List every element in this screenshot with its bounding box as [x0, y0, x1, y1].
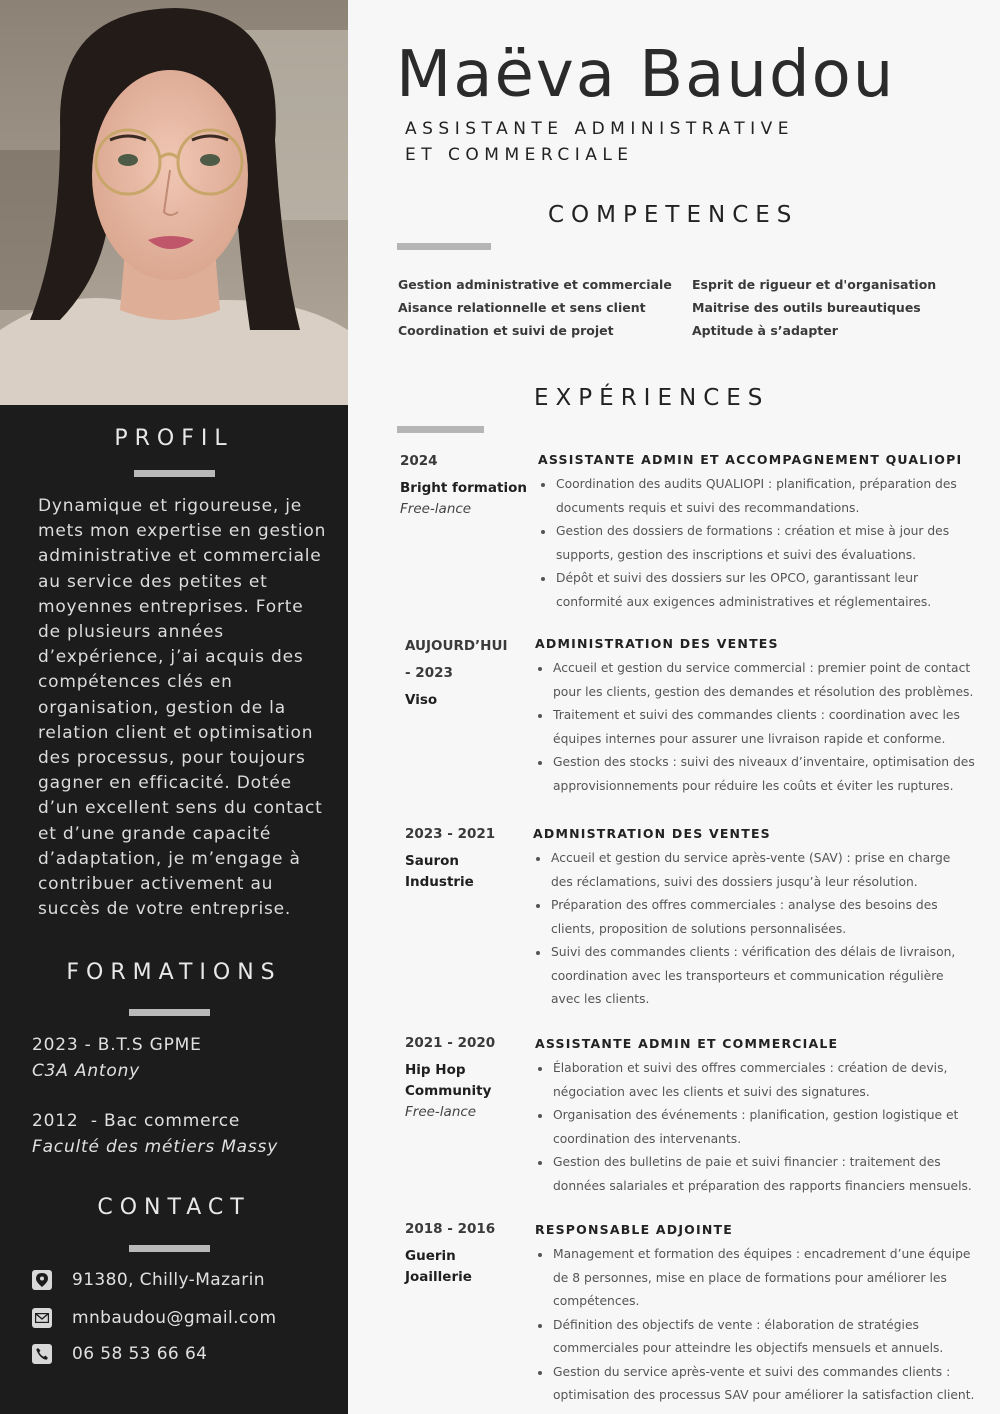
phone-icon [32, 1344, 52, 1364]
job-title [405, 116, 885, 168]
sidebar [0, 0, 348, 1414]
experience-meta [405, 633, 507, 714]
contact-divider [129, 1245, 210, 1252]
bullet-item: • Management et formation des équipes : encadrement d’une équipe de 8 personnes, mise en place de formations pour améliorer les compétences. [552, 1243, 975, 1314]
skill-item: Gestion administrative et commerciale [398, 277, 672, 292]
experience-date: 2018 - 2016 [405, 1221, 496, 1237]
email-link[interactable]: mnbaudou@gmail.com [72, 1308, 277, 1328]
bullet-item: • Élaboration et suivi des offres commerciales : création de devis, négociation avec les clients et suivi des signatures. [552, 1057, 975, 1104]
experience-title: ASSISTANTE ADMIN ET COMMERCIALE [535, 1036, 839, 1051]
profile-photo [0, 0, 348, 405]
formations-divider [129, 1009, 210, 1016]
mail-icon [32, 1308, 52, 1328]
experience-company: Viso [405, 692, 438, 708]
job-title-line: ASSISTANTE ADMINISTRATIVE [405, 119, 794, 139]
formation-degree: 2023 - B.T.S GPME [32, 1035, 202, 1055]
experiences-heading: EXPÉRIENCES [534, 385, 770, 411]
competences-divider [397, 243, 491, 250]
experience-meta [400, 451, 527, 520]
experience-meta [405, 1033, 495, 1123]
experience-status: Free-lance [405, 1104, 477, 1120]
bullet-item: • Coordination des audits QUALIOPI : planification, préparation des documents requis et suivi des recommandations. [555, 473, 978, 520]
bullet-item: • Suivi des commandes clients : vérification des délais de livraison, coordination avec les transporteurs et communication régulière avec les clients. [550, 941, 973, 1012]
bullet-item: • Gestion des stocks : suivi des niveaux d’inventaire, optimisation des approvisionnements pour réduire les coûts et éviter les ruptures. [552, 751, 975, 798]
skill-item: Aptitude à s’adapter [692, 323, 838, 338]
skill-item: Aisance relationnelle et sens client [398, 300, 646, 315]
contact-email [32, 1306, 276, 1330]
experience-title: ADMNISTRATION DES VENTES [533, 826, 771, 841]
experience-date: 2023 - 2021 [405, 826, 496, 842]
formations-heading: FORMATIONS [66, 960, 282, 985]
experience-title: ASSISTANTE ADMIN ET ACCOMPAGNEMENT QUALIOPI [538, 452, 963, 467]
experiences-divider [397, 426, 484, 433]
contact-address [32, 1268, 265, 1292]
experience-date-end: - 2023 [405, 665, 453, 681]
skill-item: Maitrise des outils bureautiques [692, 300, 921, 315]
address-text: 91380, Chilly-Mazarin [72, 1270, 265, 1290]
bullet-item: • Préparation des offres commerciales : analyse des besoins des clients, proposition de solutions personnalisées. [550, 894, 973, 941]
experience-company: Guerin [405, 1248, 456, 1264]
formation-item [32, 1108, 278, 1160]
location-icon [32, 1270, 52, 1290]
profile-heading: PROFIL [114, 426, 234, 451]
experience-company-line2: Community [405, 1083, 492, 1099]
experience-details [538, 452, 978, 614]
bullet-item: • Définition des objectifs de vente : élaboration de stratégies commerciales pour atteindre les objectifs mensuels et annuels. [552, 1314, 975, 1361]
experience-meta [405, 1219, 495, 1288]
candidate-name: Maëva Baudou [396, 38, 896, 112]
bullet-item: • Accueil et gestion du service commercial : premier point de contact pour les clients, gestion des demandes et résolution des problèmes. [552, 657, 975, 704]
bullet-item: • Dépôt et suivi des dossiers sur les OPCO, garantissant leur conformité aux exigences administratives et réglementaires. [555, 567, 978, 614]
experience-details [533, 826, 973, 1012]
profile-text: Dynamique et rigoureuse, je mets mon expertise en gestion administrative et commerciale au service des petites et moyennes entreprises. Forte de plusieurs années d’expérience, j’ai acquis des compétences clés en organisation, gestion de la relation client et optimisation des processus, pour toujours gagner en efficacité. Dotée d’un excellent sens du contact et d’une grande capacité d’adaptation, je m’engage à contribuer activement au succès de votre entreprise. [38, 496, 327, 920]
portrait-illustration [0, 0, 348, 405]
experience-company-line2: Joaillerie [405, 1269, 472, 1285]
formation-school: C3A Antony [32, 1061, 141, 1081]
bullet-item: • Gestion des bulletins de paie et suivi financier : traitement des données salariales et préparation des rapports financiers mensuels. [552, 1151, 975, 1198]
experience-date: 2024 [400, 453, 438, 469]
experience-details [535, 1036, 975, 1198]
experience-title: RESPONSABLE ADJOINTE [535, 1222, 733, 1237]
contact-phone [32, 1342, 207, 1366]
experience-company-line2: Industrie [405, 874, 474, 890]
phone-text: 06 58 53 66 64 [72, 1344, 208, 1364]
experience-company: Sauron [405, 853, 459, 869]
formation-item [32, 1032, 202, 1084]
competences-heading: COMPETENCES [548, 202, 799, 228]
experience-meta [405, 824, 495, 893]
experience-bullets [538, 473, 978, 614]
skills-grid [398, 276, 958, 339]
experience-status: Free-lance [400, 501, 472, 517]
experience-date: 2021 - 2020 [405, 1035, 496, 1051]
contact-heading: CONTACT [97, 1195, 251, 1220]
experience-bullets [533, 847, 973, 1012]
bullet-item: • Organisation des événements : planification, gestion logistique et coordination des intervenants. [552, 1104, 975, 1151]
bullet-item: • Accueil et gestion du service après-vente (SAV) : prise en charge des réclamations, suivi des dossiers jusqu’à leur résolution. [550, 847, 973, 894]
experience-details [535, 636, 975, 798]
skill-item: Coordination et suivi de projet [398, 323, 614, 338]
formation-degree: 2012 - Bac commerce [32, 1111, 241, 1131]
profile-divider [134, 470, 215, 477]
bullet-item: • Gestion du service après-vente et suivi des commandes clients : optimisation des processus SAV pour améliorer la satisfaction client. [552, 1361, 975, 1408]
experience-bullets [535, 657, 975, 798]
bullet-item: • Traitement et suivi des commandes clients : coordination avec les équipes internes pour assurer une livraison rapide et conforme. [552, 704, 975, 751]
skill-item: Esprit de rigueur et d'organisation [692, 277, 937, 292]
experience-company: Bright formation [400, 480, 527, 496]
bullet-item: • Gestion des dossiers de formations : création et mise à jour des supports, gestion des inscriptions et suivi des évaluations. [555, 520, 978, 567]
experience-date: AUJOURD’HUI [405, 638, 508, 654]
experience-title: ADMINISTRATION DES VENTES [535, 636, 779, 651]
experience-bullets [535, 1243, 975, 1408]
formation-school: Faculté des métiers Massy [32, 1137, 279, 1157]
experience-company: Hip Hop [405, 1062, 466, 1078]
job-title-line: ET COMMERCIALE [405, 145, 634, 165]
experience-details [535, 1222, 975, 1408]
experience-bullets [535, 1057, 975, 1198]
